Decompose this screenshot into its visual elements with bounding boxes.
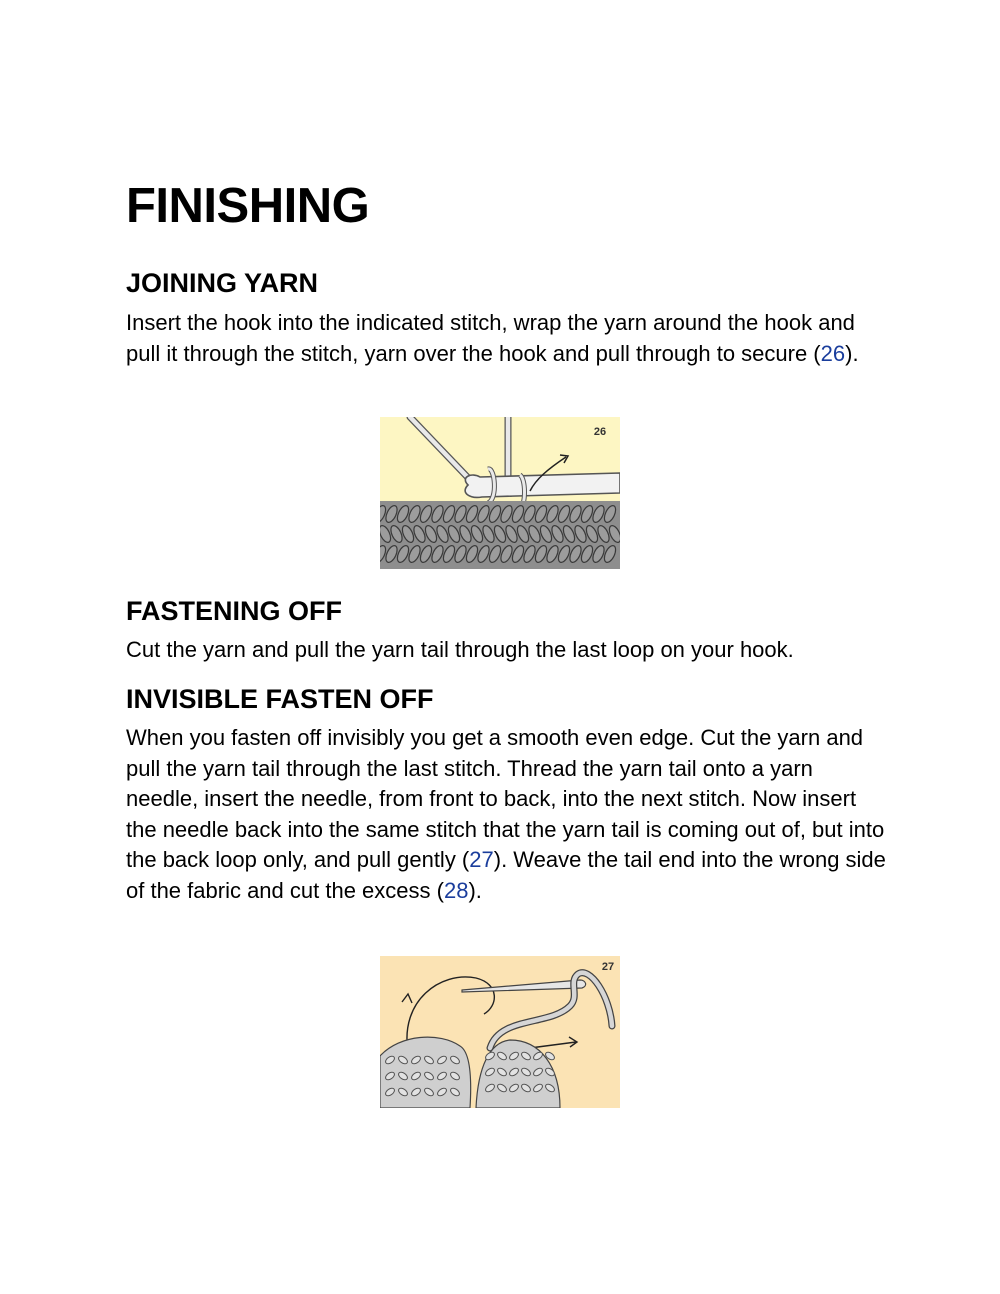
figure-26-label: 26 — [593, 426, 607, 438]
joining-yarn-text: Insert the hook into the indicated stitch, wrap the yarn around the hook and pull it through the stitch, yarn over the hook and pull through to secure ( — [126, 310, 855, 366]
heading-invisible-fasten-off: INVISIBLE FASTEN OFF — [126, 684, 434, 714]
paragraph-fastening-off: Cut the yarn and pull the yarn tail through the last loop on your hook. — [126, 637, 794, 662]
figure-ref-28[interactable]: 28 — [443, 877, 469, 903]
figure-27-invisible-fasten-off — [380, 956, 620, 1108]
heading-joining-yarn: JOINING YARN — [126, 268, 319, 298]
paragraph-joining-yarn — [126, 308, 886, 369]
figure-26-joining-yarn — [380, 417, 620, 569]
joining-yarn-text-end: ). — [845, 340, 859, 366]
figure-ref-26[interactable]: 26 — [820, 340, 846, 366]
paragraph-invisible-fasten-off — [126, 723, 886, 907]
figure-ref-27[interactable]: 27 — [469, 847, 494, 873]
crochet-hook — [465, 473, 620, 497]
page-title: FINISHING — [126, 179, 370, 233]
invisible-fasten-off-text-mid: ). Weave the tail end into the wrong side of the fabric and cut the excess ( — [126, 847, 886, 903]
invisible-fasten-off-text-end: ). — [468, 877, 482, 903]
invisible-fasten-off-text: When you fasten off invisibly you get a smooth even edge. Cut the yarn and pull the yarn tail through the last stitch. Thread the yarn tail onto a yarn needle, insert the needle, from front to back, into the next stitch. Now insert the needle back into the same stitch that the yarn tail is coming out of, but into the back loop only, and pull gently ( — [126, 725, 885, 873]
figure-27-label: 27 — [601, 961, 615, 973]
heading-fastening-off: FASTENING OFF — [126, 596, 342, 626]
